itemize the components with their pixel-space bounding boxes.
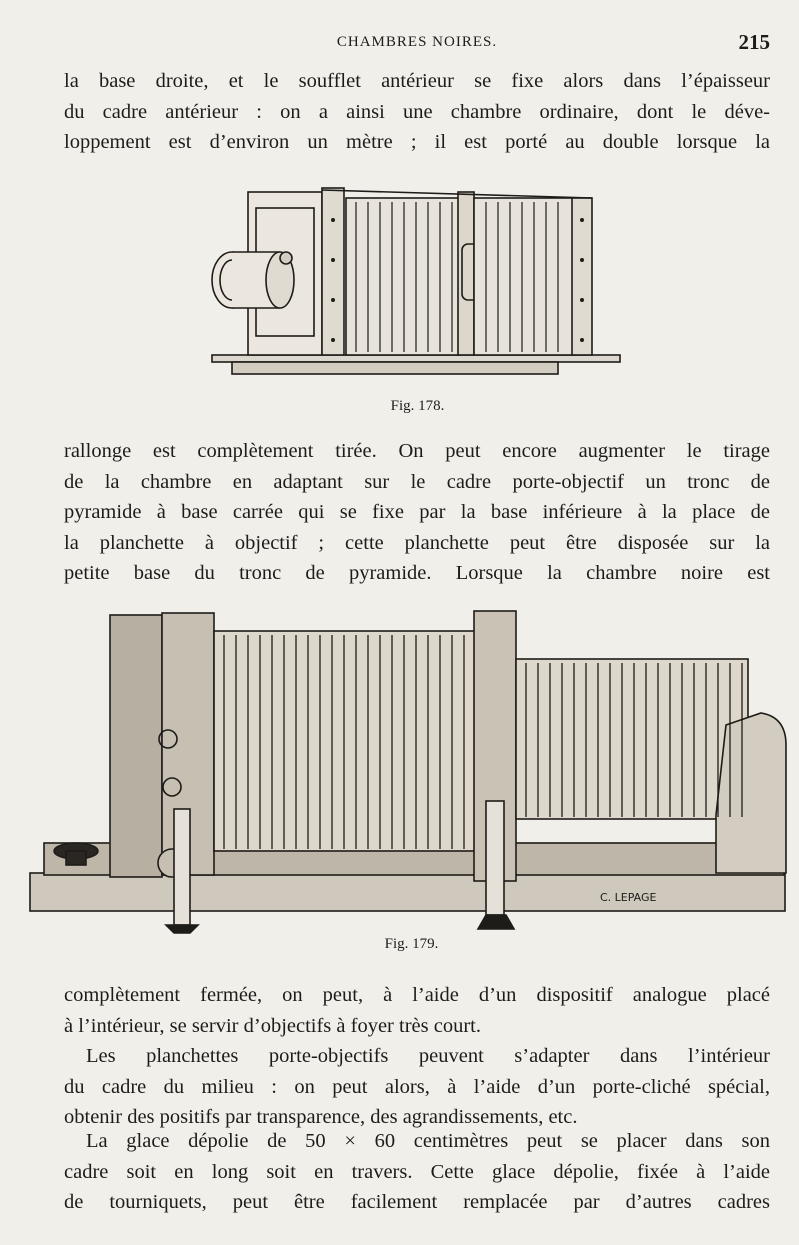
- text-line: de tourniquets, peut être facilement remplacée par d’autres cadres: [64, 1191, 770, 1213]
- paragraph-4: [64, 1041, 770, 1133]
- text-line: pyramide à base carrée qui se fixe par la base inférieure à la place de: [64, 501, 770, 523]
- figure-179-caption: Fig. 179.: [384, 936, 439, 952]
- paragraph-2: [64, 436, 770, 589]
- text-line: obtenir des positifs par transparence, des agrandissements, etc.: [64, 1106, 578, 1128]
- paragraph-1: [64, 66, 770, 158]
- text-line: petite base du tronc de pyramide. Lorsque la chambre noire est: [64, 562, 770, 584]
- engraver-signature: C. LEPAGE: [600, 891, 657, 904]
- text-line: complètement fermée, on peut, à l’aide d’un dispositif analogue placé: [64, 984, 770, 1006]
- running-title: CHAMBRES NOIRES.: [336, 34, 498, 50]
- text-line: du cadre antérieur : on a ainsi une chambre ordinaire, dont le déve-: [64, 100, 770, 123]
- text-line: Les planchettes porte-objectifs peuvent s’adapter dans l’intérieur: [86, 1045, 770, 1067]
- page-header: [64, 30, 770, 56]
- figure-179-camera-illustration: [26, 605, 791, 935]
- figure-178-caption: Fig. 178.: [390, 398, 445, 414]
- page-number: 215: [738, 30, 770, 54]
- text-line: du cadre du milieu : on peut alors, à l’aide d’un porte-cliché spécial,: [64, 1075, 770, 1098]
- paragraph-3: [64, 980, 770, 1041]
- text-line: loppement est d’environ un mètre ; il est porté au double lorsque la: [64, 131, 770, 153]
- text-line: rallonge est complètement tirée. On peut encore augmenter le tirage: [64, 440, 770, 462]
- figure-178-camera-illustration: [200, 180, 630, 385]
- text-line: La glace dépolie de 50 × 60 centimètres peut se placer dans son: [86, 1130, 770, 1152]
- text-line: de la chambre en adaptant sur le cadre porte-objectif un tronc de: [64, 470, 770, 493]
- text-line: à l’intérieur, se servir d’objectifs à foyer très court.: [64, 1014, 481, 1037]
- text-line: la base droite, et le soufflet antérieur se fixe alors dans l’épaisseur: [64, 70, 770, 92]
- paragraph-5: [64, 1126, 770, 1218]
- text-line: cadre soit en long soit en travers. Cette glace dépolie, fixée à l’aide: [64, 1160, 770, 1183]
- text-line: la planchette à objectif ; cette planchette peut être disposée sur la: [64, 531, 770, 554]
